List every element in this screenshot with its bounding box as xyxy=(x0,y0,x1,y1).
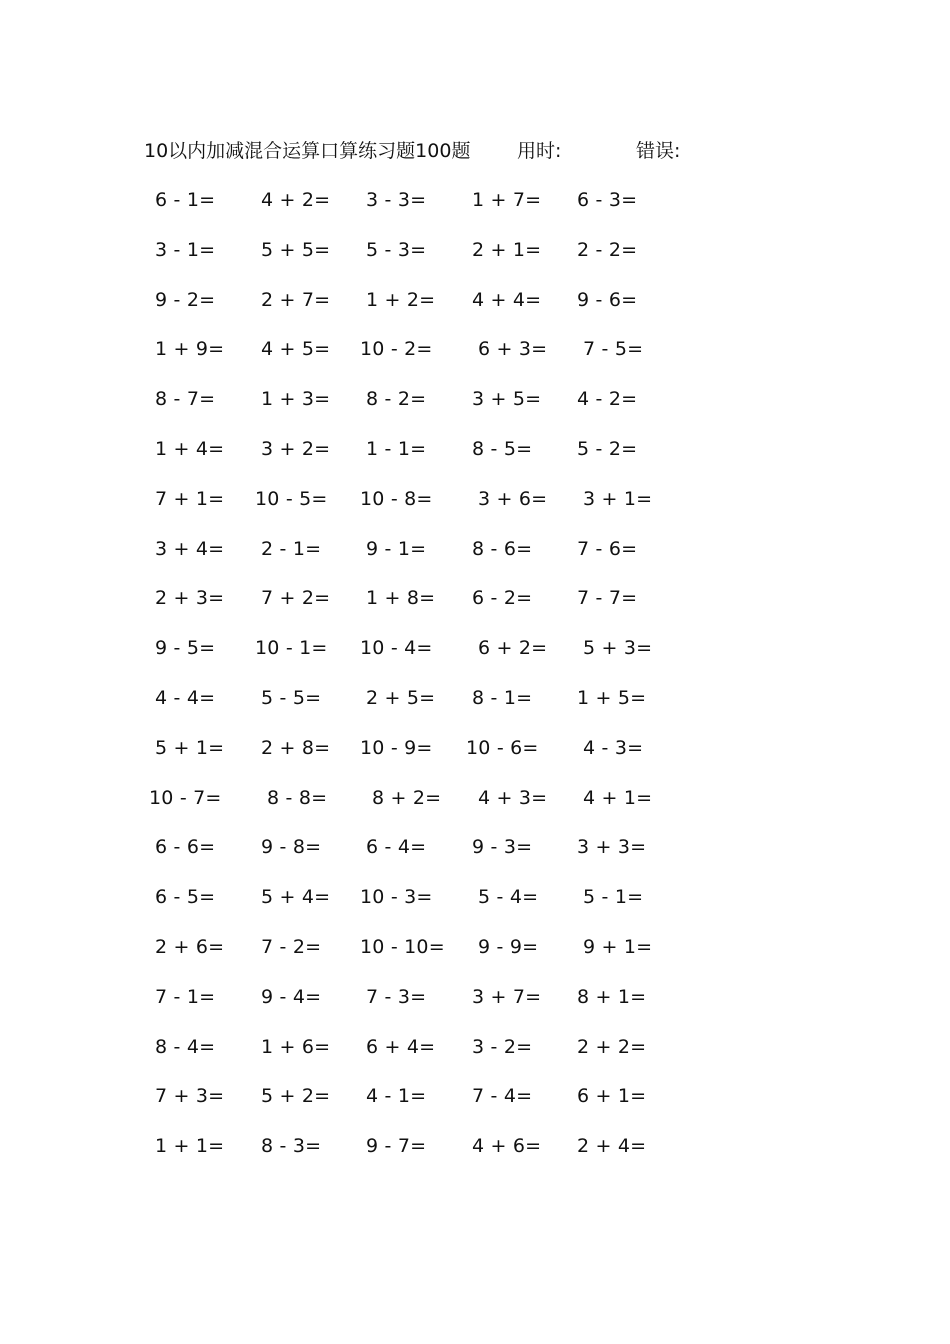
arithmetic-problem: 5 - 3= xyxy=(366,239,427,261)
arithmetic-problem: 10 - 5= xyxy=(255,488,328,510)
arithmetic-problem: 4 + 5= xyxy=(261,338,331,360)
arithmetic-problem: 3 + 5= xyxy=(472,388,542,410)
arithmetic-problem: 4 - 2= xyxy=(577,388,638,410)
arithmetic-problem: 5 + 5= xyxy=(261,239,331,261)
arithmetic-problem: 7 - 5= xyxy=(583,338,644,360)
arithmetic-problem: 3 - 2= xyxy=(472,1036,533,1058)
arithmetic-problem: 7 - 6= xyxy=(577,538,638,560)
arithmetic-problem: 9 - 3= xyxy=(472,836,533,858)
arithmetic-problem: 4 - 3= xyxy=(583,737,644,759)
arithmetic-problem: 8 + 1= xyxy=(577,986,647,1008)
arithmetic-problem: 10 - 2= xyxy=(360,338,433,360)
arithmetic-problem: 4 + 4= xyxy=(472,289,542,311)
arithmetic-problem: 6 - 6= xyxy=(155,836,216,858)
arithmetic-problem: 1 - 1= xyxy=(366,438,427,460)
arithmetic-problem: 5 - 4= xyxy=(478,886,539,908)
arithmetic-problem: 8 - 4= xyxy=(155,1036,216,1058)
arithmetic-problem: 8 - 1= xyxy=(472,687,533,709)
arithmetic-problem: 4 + 6= xyxy=(472,1135,542,1157)
arithmetic-problem: 3 - 3= xyxy=(366,189,427,211)
arithmetic-problem: 3 + 7= xyxy=(472,986,542,1008)
arithmetic-problem: 10 - 6= xyxy=(466,737,539,759)
arithmetic-problem: 6 - 1= xyxy=(155,189,216,211)
arithmetic-problem: 3 + 1= xyxy=(583,488,653,510)
arithmetic-problem: 9 - 2= xyxy=(155,289,216,311)
arithmetic-problem: 8 + 2= xyxy=(372,787,442,809)
arithmetic-problem: 9 - 1= xyxy=(366,538,427,560)
arithmetic-problem: 8 - 6= xyxy=(472,538,533,560)
arithmetic-problem: 9 - 4= xyxy=(261,986,322,1008)
arithmetic-problem: 6 - 5= xyxy=(155,886,216,908)
arithmetic-problem: 2 + 7= xyxy=(261,289,331,311)
arithmetic-problem: 10 - 8= xyxy=(360,488,433,510)
arithmetic-problem: 1 + 9= xyxy=(155,338,225,360)
arithmetic-problem: 2 + 5= xyxy=(366,687,436,709)
arithmetic-problem: 7 + 3= xyxy=(155,1085,225,1107)
arithmetic-problem: 9 - 7= xyxy=(366,1135,427,1157)
arithmetic-problem: 2 + 3= xyxy=(155,587,225,609)
arithmetic-problem: 2 - 1= xyxy=(261,538,322,560)
arithmetic-problem: 1 + 2= xyxy=(366,289,436,311)
arithmetic-problem: 10 - 7= xyxy=(149,787,222,809)
arithmetic-problem: 3 + 4= xyxy=(155,538,225,560)
arithmetic-problem: 5 - 1= xyxy=(583,886,644,908)
arithmetic-problem: 5 + 2= xyxy=(261,1085,331,1107)
arithmetic-problem: 9 - 6= xyxy=(577,289,638,311)
arithmetic-problem: 3 - 1= xyxy=(155,239,216,261)
arithmetic-problem: 9 - 9= xyxy=(478,936,539,958)
arithmetic-problem: 2 + 1= xyxy=(472,239,542,261)
arithmetic-problem: 6 + 2= xyxy=(478,637,548,659)
arithmetic-problem: 1 + 8= xyxy=(366,587,436,609)
worksheet-title: 10以内加减混合运算口算练习题100题 xyxy=(144,140,471,162)
arithmetic-problem: 1 + 3= xyxy=(261,388,331,410)
arithmetic-problem: 5 + 4= xyxy=(261,886,331,908)
arithmetic-problem: 7 - 7= xyxy=(577,587,638,609)
arithmetic-problem: 7 - 2= xyxy=(261,936,322,958)
arithmetic-problem: 7 + 2= xyxy=(261,587,331,609)
arithmetic-problem: 1 + 1= xyxy=(155,1135,225,1157)
arithmetic-problem: 4 + 1= xyxy=(583,787,653,809)
arithmetic-problem: 6 - 2= xyxy=(472,587,533,609)
arithmetic-problem: 6 + 3= xyxy=(478,338,548,360)
arithmetic-problem: 6 + 1= xyxy=(577,1085,647,1107)
arithmetic-problem: 4 + 3= xyxy=(478,787,548,809)
arithmetic-problem: 5 - 2= xyxy=(577,438,638,460)
arithmetic-problem: 7 - 1= xyxy=(155,986,216,1008)
arithmetic-problem: 1 + 6= xyxy=(261,1036,331,1058)
arithmetic-problem: 3 + 2= xyxy=(261,438,331,460)
arithmetic-problem: 6 - 4= xyxy=(366,836,427,858)
arithmetic-problem: 8 - 2= xyxy=(366,388,427,410)
arithmetic-problem: 2 + 2= xyxy=(577,1036,647,1058)
arithmetic-problem: 10 - 1= xyxy=(255,637,328,659)
arithmetic-problem: 7 - 3= xyxy=(366,986,427,1008)
arithmetic-problem: 6 - 3= xyxy=(577,189,638,211)
arithmetic-problem: 2 + 4= xyxy=(577,1135,647,1157)
arithmetic-problem: 1 + 5= xyxy=(577,687,647,709)
arithmetic-problem: 9 + 1= xyxy=(583,936,653,958)
arithmetic-problem: 1 + 4= xyxy=(155,438,225,460)
arithmetic-problem: 8 - 7= xyxy=(155,388,216,410)
errors-label: 错误: xyxy=(636,140,681,162)
arithmetic-problem: 9 - 5= xyxy=(155,637,216,659)
arithmetic-problem: 2 + 6= xyxy=(155,936,225,958)
arithmetic-problem: 10 - 3= xyxy=(360,886,433,908)
arithmetic-problem: 3 + 6= xyxy=(478,488,548,510)
arithmetic-problem: 4 - 1= xyxy=(366,1085,427,1107)
arithmetic-problem: 1 + 7= xyxy=(472,189,542,211)
arithmetic-problem: 6 + 4= xyxy=(366,1036,436,1058)
arithmetic-problem: 10 - 10= xyxy=(360,936,445,958)
arithmetic-problem: 7 - 4= xyxy=(472,1085,533,1107)
arithmetic-problem: 3 + 3= xyxy=(577,836,647,858)
arithmetic-problem: 2 + 8= xyxy=(261,737,331,759)
time-label: 用时: xyxy=(517,140,562,162)
arithmetic-problem: 5 + 1= xyxy=(155,737,225,759)
arithmetic-problem: 9 - 8= xyxy=(261,836,322,858)
arithmetic-problem: 5 - 5= xyxy=(261,687,322,709)
arithmetic-problem: 8 - 8= xyxy=(267,787,328,809)
arithmetic-problem: 8 - 3= xyxy=(261,1135,322,1157)
arithmetic-problem: 8 - 5= xyxy=(472,438,533,460)
arithmetic-problem: 2 - 2= xyxy=(577,239,638,261)
arithmetic-problem: 10 - 4= xyxy=(360,637,433,659)
arithmetic-problem: 4 + 2= xyxy=(261,189,331,211)
arithmetic-problem: 10 - 9= xyxy=(360,737,433,759)
arithmetic-problem: 4 - 4= xyxy=(155,687,216,709)
arithmetic-problem: 5 + 3= xyxy=(583,637,653,659)
arithmetic-problem: 7 + 1= xyxy=(155,488,225,510)
